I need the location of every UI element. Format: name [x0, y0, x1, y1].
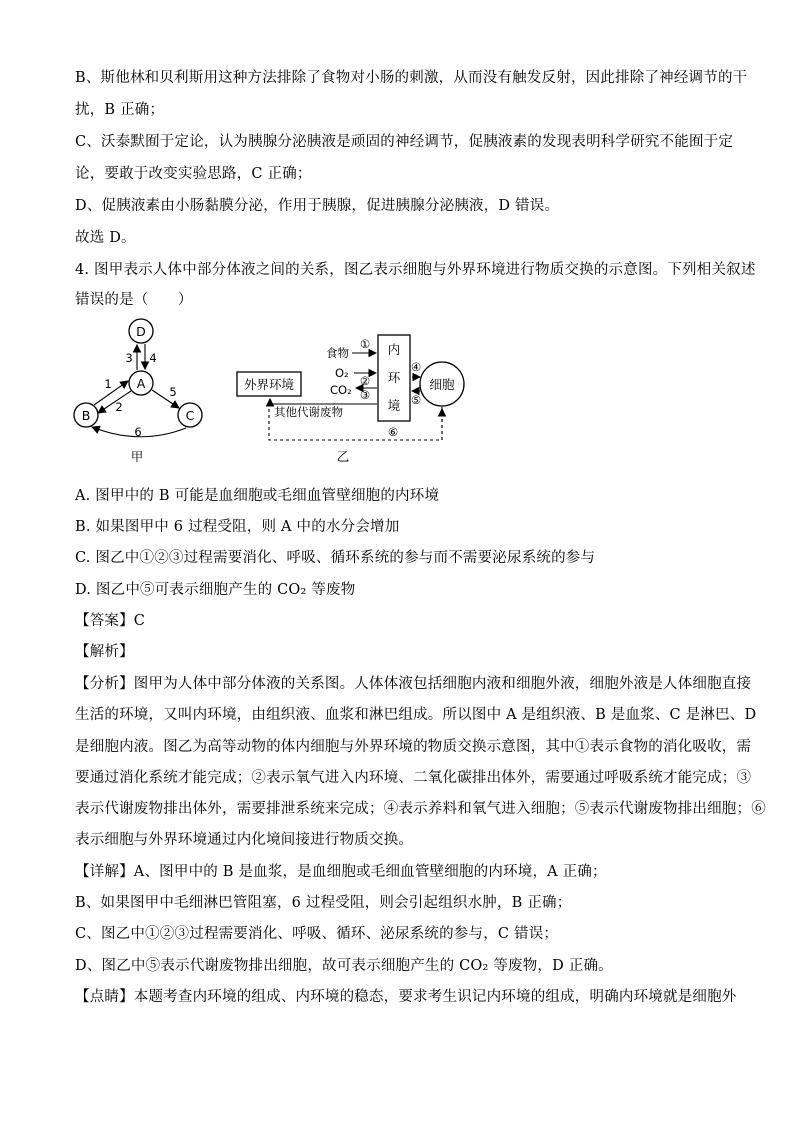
cell-label: 细胞	[429, 377, 455, 392]
node-c-label: C	[185, 408, 195, 423]
question-stem: 4. 图甲表示人体中部分体液之间的关系，图乙表示细胞与外界环境进行物质交换的示意图。下列相关叙述	[75, 262, 756, 278]
analysis-text: 要通过消化系统才能完成；②表示氧气进入内环境、二氧化碳排出体外，需要通过呼吸系统才能完成；③	[75, 770, 752, 786]
text-line: 扰，B 正确；	[75, 102, 165, 118]
analysis-text: 表示细胞与外界环境通过内化境间接进行物质交换。	[75, 832, 414, 848]
figure-jia	[74, 319, 202, 464]
text-line: 论，要敢于改变实验思路，C 正确；	[75, 166, 312, 182]
figure-yi	[237, 335, 464, 464]
analysis-label: 【解析】	[75, 644, 134, 660]
option-c: C. 图乙中①②③过程需要消化、呼吸、循环系统的参与而不需要泌尿系统的参与	[75, 550, 596, 566]
inner-env-label-2: 环	[387, 370, 401, 385]
detail-text: D、图乙中⑤表示代谢废物排出细胞，故可表示细胞产生的 CO₂ 等废物，D 正确。	[75, 958, 613, 974]
food-label: 食物	[326, 346, 349, 360]
question-figures	[0, 0, 794, 480]
text-line: B、斯他林和贝利斯用这种方法排除了食物对小肠的刺激，从而没有触发反射，因此排除了神经调节的干	[75, 70, 748, 86]
comment-text: 【点睛】本题考查内环境的组成、内环境的稳态，要求考生识记内环境的组成，明确内环境就是细胞外	[75, 989, 737, 1005]
analysis-text: 【分析】图甲为人体中部分体液的关系图。人体体液包括细胞内液和细胞外液，细胞外液是人体细胞直接	[75, 676, 752, 692]
inner-env-label-3: 境	[387, 398, 401, 413]
circle-6: ⑥	[387, 425, 399, 439]
detail-text: 【详解】A、图甲中的 B 是血浆，是血细胞或毛细血管壁细胞的内环境，A 正确；	[75, 864, 607, 880]
node-d-label: D	[136, 324, 146, 339]
analysis-text: 表示代谢废物排出体外，需要排泄系统来完成；④表示养料和氧气进入细胞；⑤表示代谢废物排出细胞；⑥	[75, 801, 766, 817]
figure-caption-yi: 乙	[336, 449, 350, 464]
arrow-label-1: 1	[104, 377, 112, 391]
circle-2: ②	[359, 374, 371, 388]
text-line: 故选 D。	[75, 230, 136, 246]
circle-5: ⑤	[410, 393, 422, 407]
figure-caption-jia: 甲	[130, 449, 144, 464]
arrow-label-6: 6	[134, 425, 142, 439]
arrow-label-4: 4	[149, 351, 157, 365]
detail-text: C、图乙中①②③过程需要消化、呼吸、循环、泌尿系统的参与，C 错误；	[75, 926, 559, 942]
analysis-text: 生活的环境，又叫内环境，由组织液、血浆和淋巴组成。所以图中 A 是组织液、B 是血浆、C 是淋巴、D	[75, 707, 757, 723]
arrow-label-3: 3	[125, 351, 133, 365]
answer-label: 【答案】C	[75, 613, 146, 629]
waste-label: 其他代谢废物	[274, 405, 343, 419]
arrow-label-2: 2	[115, 400, 123, 414]
circle-1: ①	[359, 337, 371, 351]
arrow-label-5: 5	[169, 385, 177, 399]
analysis-text: 是细胞内液。图乙为高等动物的体内细胞与外界环境的物质交换示意图，其中①表示食物的消化吸收，需	[75, 739, 752, 755]
option-d: D. 图乙中⑤可表示细胞产生的 CO₂ 等废物	[75, 582, 356, 598]
node-a-label: A	[136, 376, 146, 391]
o2-label: O₂	[335, 366, 349, 380]
detail-text: B、如果图甲中毛细淋巴管阻塞，6 过程受阻，则会引起组织水肿，B 正确；	[75, 895, 572, 911]
outer-env-label: 外界环境	[243, 377, 295, 392]
inner-env-label-1: 内	[387, 342, 401, 357]
circle-3: ③	[359, 388, 371, 402]
node-b-label: B	[81, 408, 91, 423]
co2-label: CO₂	[330, 383, 352, 397]
question-stem: 错误的是（ ）	[75, 292, 193, 308]
option-a: A. 图甲中的 B 可能是血细胞或毛细血管壁细胞的内环境	[75, 488, 440, 504]
option-b: B. 如果图甲中 6 过程受阻，则 A 中的水分会增加	[75, 519, 400, 535]
circle-4: ④	[410, 360, 422, 374]
text-line: D、促胰液素由小肠黏膜分泌，作用于胰腺，促进胰腺分泌胰液，D 错误。	[75, 198, 560, 214]
text-line: C、沃泰默囿于定论，认为胰腺分泌胰液是顽固的神经调节，促胰液素的发现表明科学研究不能囿于定	[75, 134, 734, 150]
